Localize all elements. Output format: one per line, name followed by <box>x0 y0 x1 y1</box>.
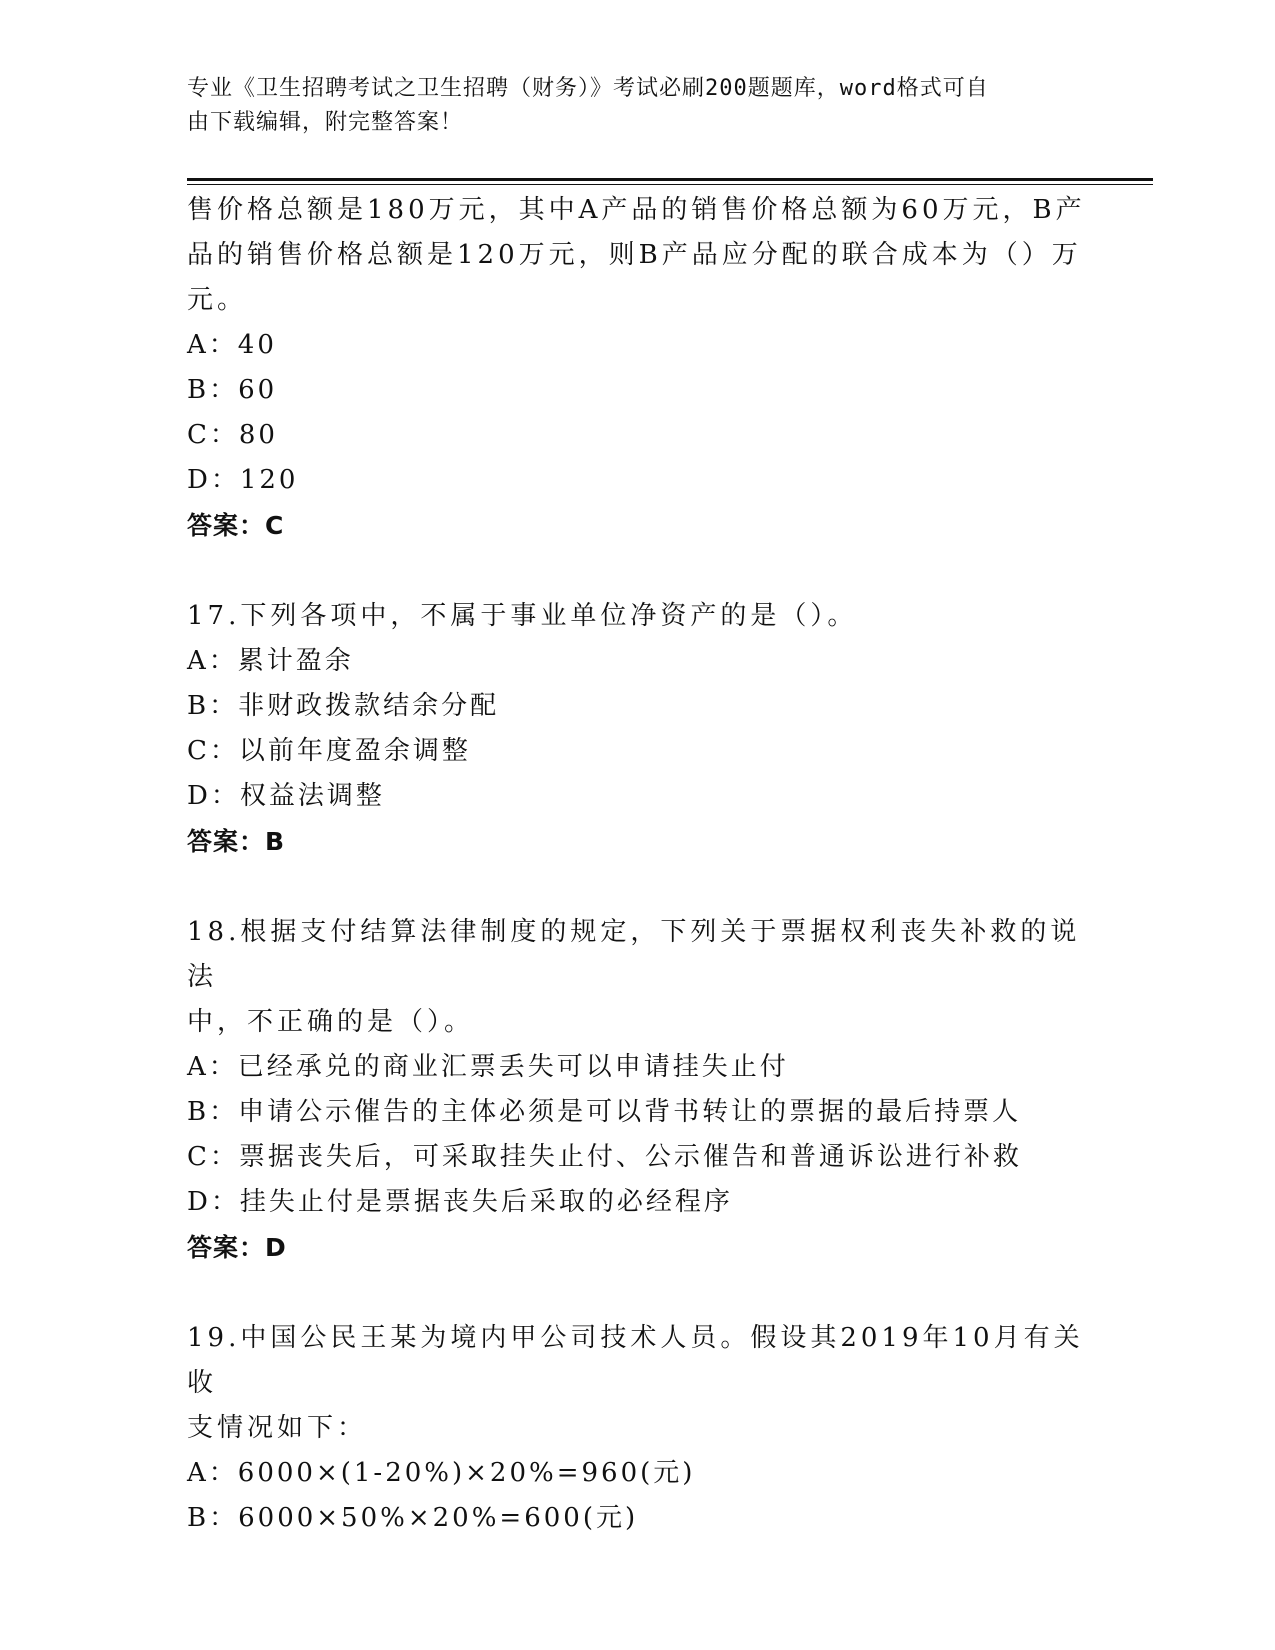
option-d: D：挂失止付是票据丧失后采取的必经程序 <box>187 1187 733 1217</box>
question-17 <box>187 594 1087 864</box>
question-list <box>187 188 1087 1541</box>
question-stem-line: 售价格总额是180万元，其中A产品的销售价格总额为60万元，B产 <box>187 195 1086 225</box>
option-b: B：申请公示催告的主体必须是可以背书转让的票据的最后持票人 <box>187 1097 1022 1127</box>
question-stem-line: 品的销售价格总额是120万元，则B产品应分配的联合成本为（）万 <box>187 240 1082 270</box>
question-18 <box>187 910 1087 1270</box>
question-stem-line: 中，不正确的是（）。 <box>187 1007 475 1037</box>
option-d: D：权益法调整 <box>187 781 385 811</box>
option-c: C：票据丧失后，可采取挂失止付、公示催告和普通诉讼进行补救 <box>187 1142 1022 1172</box>
header-rule-thick <box>187 178 1153 181</box>
question-19 <box>187 1316 1087 1541</box>
answer-line: 答案：B <box>187 827 286 856</box>
option-a: A：累计盈余 <box>187 646 354 676</box>
question-stem-line: 17.下列各项中，不属于事业单位净资产的是（）。 <box>187 601 858 631</box>
option-b: B：6000×50%×20%=600(元) <box>187 1503 639 1533</box>
option-a: A：6000×(1-20%)×20%=960(元) <box>187 1458 696 1488</box>
question-stem-line: 18.根据支付结算法律制度的规定，下列关于票据权利丧失补救的说法 <box>187 917 1081 992</box>
document-header <box>187 72 1067 140</box>
header-rule-thin <box>187 184 1153 185</box>
option-b: B：60 <box>187 375 278 405</box>
option-c: C：以前年度盈余调整 <box>187 736 471 766</box>
question-stem-line: 支情况如下： <box>187 1413 368 1443</box>
option-a: A：已经承兑的商业汇票丢失可以申请挂失止付 <box>187 1052 789 1082</box>
header-line-2: 由下载编辑，附完整答案！ <box>187 110 464 135</box>
answer-line: 答案：D <box>187 1233 287 1262</box>
option-b: B：非财政拨款结余分配 <box>187 691 500 721</box>
option-c: C：80 <box>187 420 278 450</box>
answer-line: 答案：C <box>187 511 285 540</box>
option-d: D：120 <box>187 465 299 495</box>
header-line-1: 专业《卫生招聘考试之卫生招聘（财务）》考试必刷200题题库，word格式可自 <box>187 76 989 101</box>
option-a: A：40 <box>187 330 277 360</box>
question-stem-line: 元。 <box>187 285 248 315</box>
question-stem-line: 19.中国公民王某为境内甲公司技术人员。假设其2019年10月有关收 <box>187 1323 1084 1398</box>
question-16 <box>187 188 1087 548</box>
